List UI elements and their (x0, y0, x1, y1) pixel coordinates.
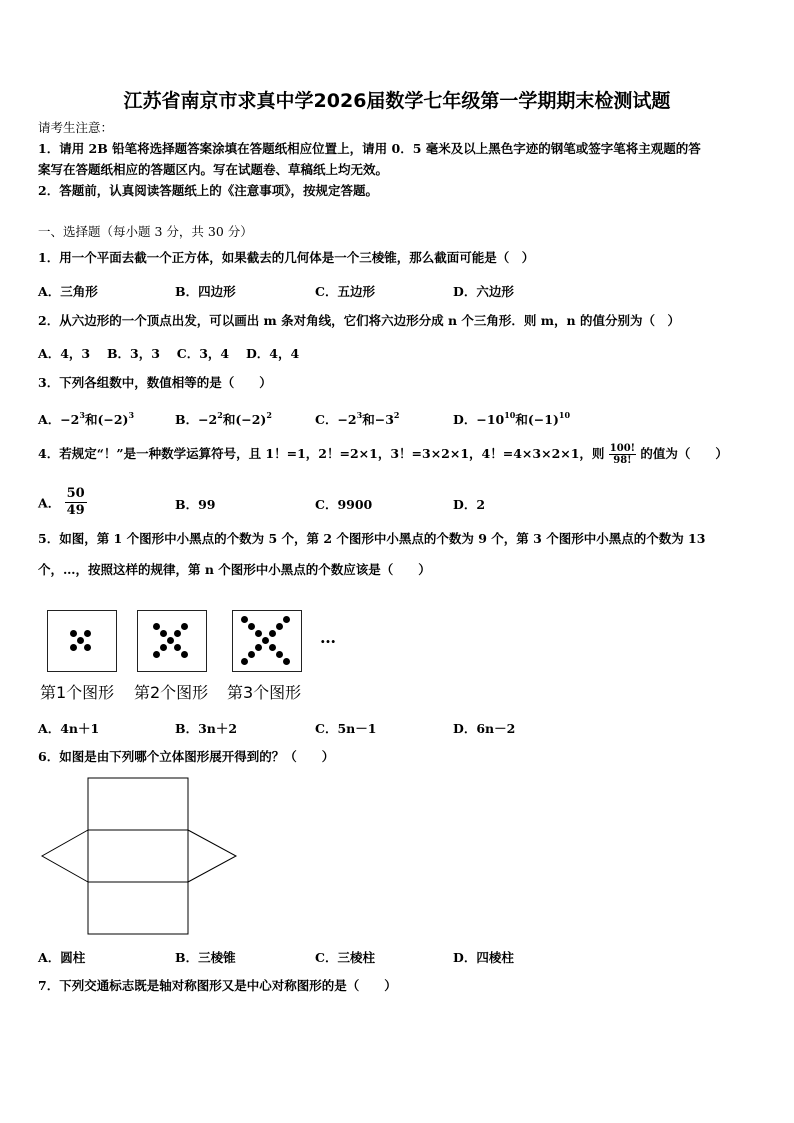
q4-option-a[interactable]: A． $\frac{50}{49}$ (38, 486, 85, 518)
q5-option-d[interactable]: D．6n－2 (453, 721, 516, 736)
q3-option-c[interactable]: C．$-2^3$和$-3^2$ (315, 410, 400, 427)
pattern-3 (232, 610, 302, 672)
net-left-triangle (42, 830, 88, 882)
q7-stem: 7．下列交通标志既是轴对称图形又是中心对称图形的是（ ） (38, 978, 397, 993)
q1-option-a[interactable]: A．三角形 (38, 284, 98, 299)
ellipsis: … (320, 628, 336, 647)
q5-option-c[interactable]: C．5n－1 (315, 721, 377, 736)
q5-option-b[interactable]: B．3n＋2 (175, 721, 238, 736)
q5-option-a[interactable]: A．4n＋1 (38, 721, 100, 736)
pattern-1 (47, 610, 117, 672)
q4-option-d[interactable]: D．2 (453, 497, 486, 512)
q6-option-d[interactable]: D．四棱柱 (453, 950, 514, 965)
notice-item-1-line-1: 1．请用 2B 铅笔将选择题答案涂填在答题纸相应位置上，请用 0．5 毫米及以上黑色字迹的钢笔或签字笔将主观题的答 (38, 141, 701, 156)
notice-header: 请考生注意： (38, 120, 114, 135)
q4-option-b[interactable]: B．99 (175, 497, 216, 512)
net-top-rect (88, 778, 188, 830)
q6-option-a[interactable]: A．圆柱 (38, 950, 86, 965)
caption-2: 第2个图形 (134, 683, 209, 702)
caption-1: 第1个图形 (40, 683, 115, 702)
q1-stem: 1．用一个平面去截一个正方体，如果截去的几何体是一个三棱锥，那么截面可能是（ ） (38, 250, 535, 265)
q3-stem: 3．下列各组数中，数值相等的是（ ） (38, 375, 272, 390)
pattern-2 (137, 610, 207, 672)
caption-3: 第3个图形 (227, 683, 302, 702)
q1-option-c[interactable]: C．五边形 (315, 284, 375, 299)
q2-options[interactable]: A．4，3 B．3，3 C．3，4 D．4，4 (38, 346, 300, 361)
q1-option-d[interactable]: D．六边形 (453, 284, 514, 299)
q2-stem: 2．从六边形的一个顶点出发，可以画出 m 条对角线，它们将六边形分成 n 个三角形．则 m，n 的值分别为（ ） (38, 313, 680, 328)
net-middle-rect (88, 830, 188, 882)
net-bottom-rect (88, 882, 188, 934)
section-heading: 一、选择题（每小题 3 分，共 30 分） (38, 224, 253, 239)
page-title: 江苏省南京市求真中学2026届数学七年级第一学期期末检测试题 (123, 90, 671, 112)
q6-option-c[interactable]: C．三棱柱 (315, 950, 375, 965)
net-right-triangle (188, 830, 236, 882)
notice-item-1-line-2: 案写在答题纸相应的答题区内。写在试题卷、草稿纸上均无效。 (38, 162, 389, 177)
q3-option-a[interactable]: A．$-2^3$和$(-2)^3$ (38, 410, 135, 427)
prism-net-figure (40, 776, 240, 936)
q6-option-b[interactable]: B．三棱锥 (175, 950, 236, 965)
q5-stem-line-1: 5．如图，第 1 个图形中小黑点的个数为 5 个，第 2 个图形中小黑点的个数为 9 个，第 3 个图形中小黑点的个数为 13 (38, 531, 706, 546)
q4-option-c[interactable]: C．9900 (315, 497, 373, 512)
q4-stem: 4．若规定“！”是一种数学运算符号，且 1！=1，2！=2×1，3！=3×2×1，4！=4×3×2×1，则 $\frac{100!}{98!}$ 的值为（ ） (38, 443, 728, 466)
q4-fraction: $\frac{100!}{98!}$ (609, 443, 636, 466)
q3-option-b[interactable]: B．$-2^2$和$(-2)^2$ (175, 410, 272, 427)
q1-option-b[interactable]: B．四边形 (175, 284, 236, 299)
q5-stem-line-2: 个，…，按照这样的规律，第 n 个图形中小黑点的个数应该是（ ） (38, 562, 431, 577)
q6-stem: 6．如图是由下列哪个立体图形展开得到的？（ ） (38, 749, 335, 764)
q3-option-d[interactable]: D．$-10^{10}$和$(-1)^{10}$ (453, 410, 571, 427)
notice-item-2: 2．答题前，认真阅读答题纸上的《注意事项》，按规定答题。 (38, 183, 378, 198)
